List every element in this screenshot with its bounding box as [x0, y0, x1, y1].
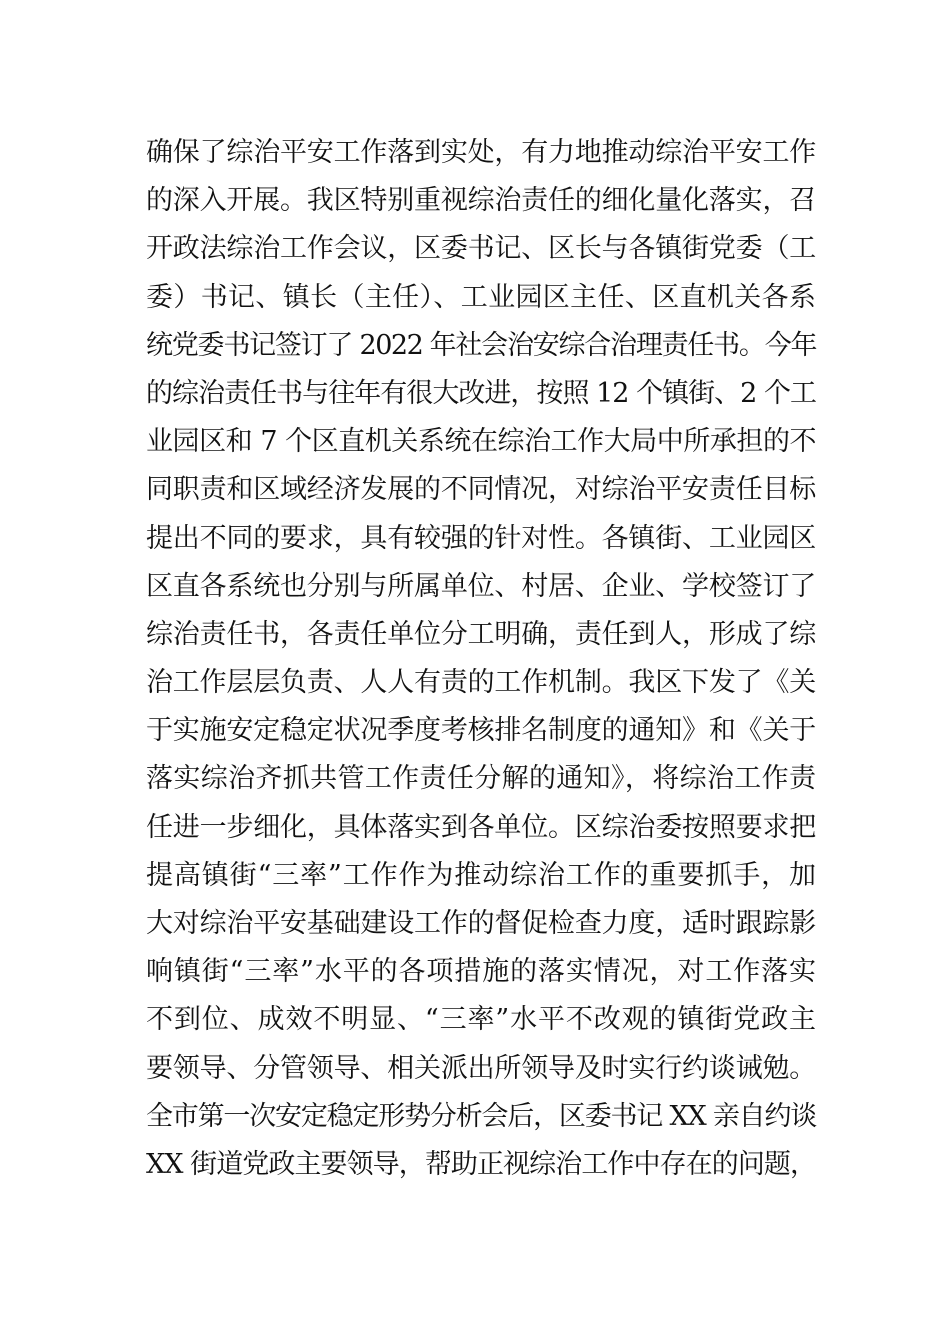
text-line: 确保了综治平安工作落到实处，有力地推动综治平安工作: [146, 137, 816, 168]
text-line: 治工作层层负责、人人有责的工作机制。我区下发了《关: [146, 667, 816, 699]
text-line: 开政法综治工作会议，区委书记、区长与各镇街党委（工: [146, 233, 816, 265]
text-line: 的深入开展。我区特别重视综治责任的细化量化落实，召: [146, 185, 816, 217]
text-line: 区直各系统也分别与所属单位、村居、企业、学校签订了: [146, 570, 816, 602]
text-line: 委）书记、镇长（主任）、工业园区主任、区直机关各系: [146, 281, 816, 313]
text-line: 全市第一次安定稳定形势分析会后，区委书记 XX 亲自约谈: [146, 1100, 816, 1132]
text-line: 要领导、分管领导、相关派出所领导及时实行约谈诫勉。: [146, 1052, 816, 1084]
text-line: 提高镇街“三率”工作作为推动综治工作的重要抓手，加: [146, 859, 816, 891]
text-line: XX 街道党政主要领导，帮助正视综治工作中存在的问题，: [146, 1148, 816, 1180]
text-line: 的综治责任书与往年有很大改进，按照 12 个镇街、2 个工: [146, 377, 816, 409]
text-line: 业园区和 7 个区直机关系统在综治工作大局中所承担的不: [146, 426, 816, 458]
text-line: 响镇街“三率”水平的各项措施的落实情况，对工作落实: [146, 956, 816, 988]
text-line: 同职责和区域经济发展的不同情况，对综治平安责任目标: [146, 474, 816, 506]
body-text: [146, 129, 816, 1189]
text-line: 统党委书记签订了 2022 年社会治安综合治理责任书。今年: [146, 329, 816, 361]
text-line: 不到位、成效不明显、“三率”水平不改观的镇街党政主: [146, 1004, 816, 1036]
text-line: 综治责任书，各责任单位分工明确，责任到人，形成了综: [146, 618, 816, 650]
text-line: 于实施安定稳定状况季度考核排名制度的通知》和《关于: [146, 715, 816, 747]
text-line: 提出不同的要求，具有较强的针对性。各镇街、工业园区: [146, 522, 816, 554]
text-line: 落实综治齐抓共管工作责任分解的通知》，将综治工作责: [146, 763, 816, 795]
text-line: 大对综治平安基础建设工作的督促检查力度，适时跟踪影: [146, 908, 816, 939]
text-line: 任进一步细化，具体落实到各单位。区综治委按照要求把: [146, 811, 816, 843]
